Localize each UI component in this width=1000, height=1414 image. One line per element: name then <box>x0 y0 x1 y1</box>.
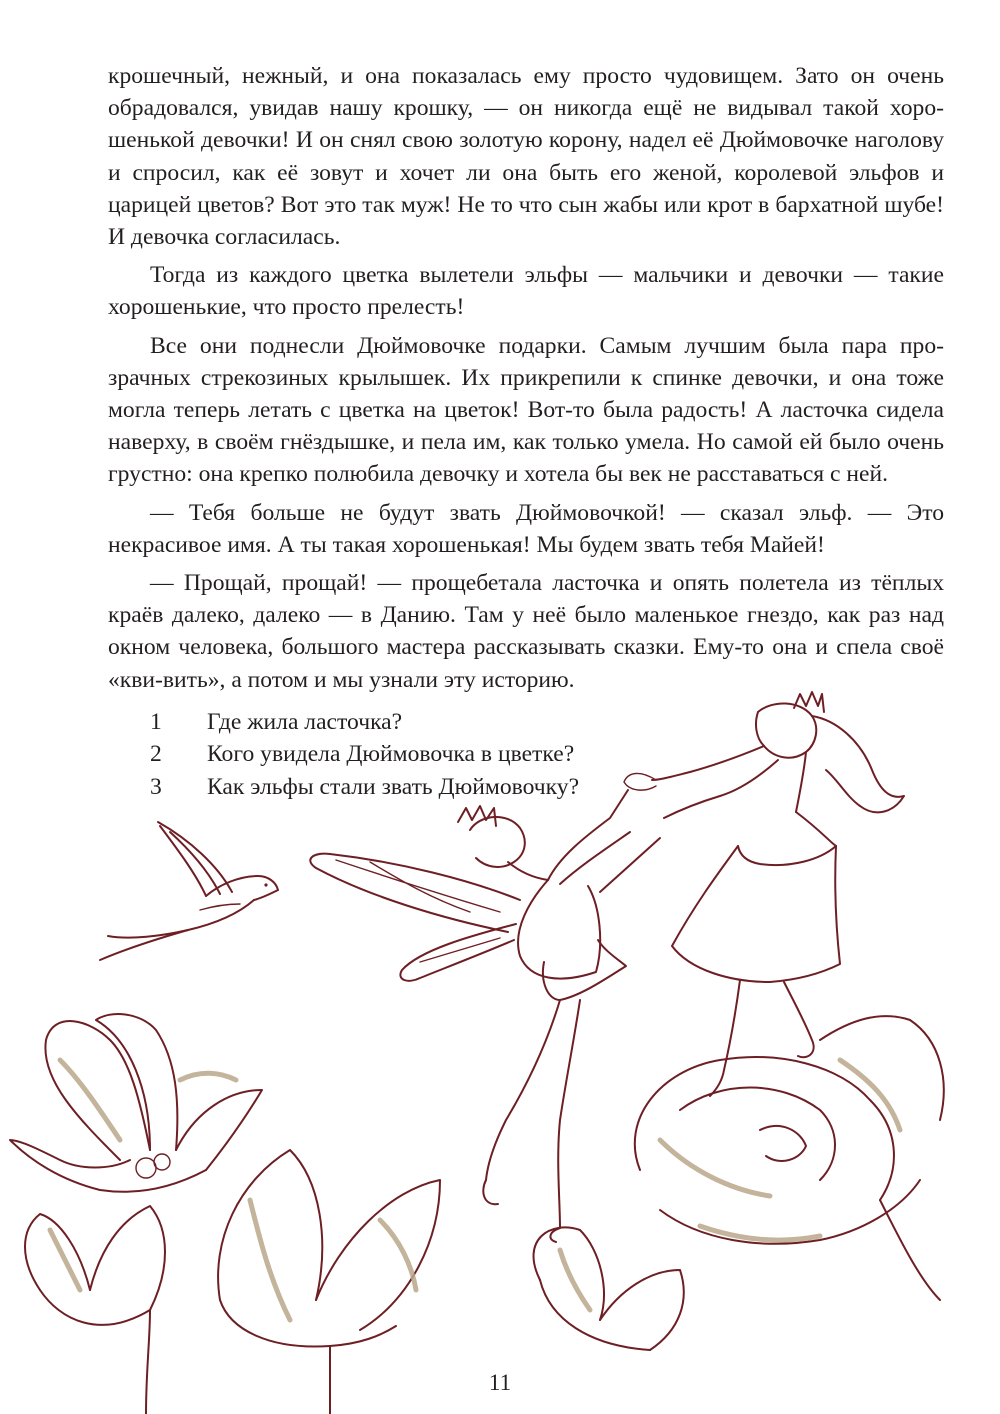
question-number: 1 <box>150 709 162 735</box>
question-number: 3 <box>150 773 162 800</box>
paragraph-4: — Тебя больше не будут звать Дюймовочкой! — сказал эльф. — Это некрасивое имя. А ты такая хорошенькая! Мы будем звать тебя Майей! <box>108 499 944 558</box>
question-item <box>150 771 670 803</box>
swallow-illustration <box>100 822 278 960</box>
magnolia-left-illustration <box>10 1014 440 1414</box>
question-text: Где жила ласточка? <box>207 709 403 735</box>
question-item <box>150 706 670 738</box>
paragraph-3: Все они поднесли Дюймовочке подарки. Самым лучшим была пара прозрачных стрекозиных крылышек. Их прикрепили к спинке девочки, и она тоже могла теперь летать с цветка на цветок! Вот-то была радость! А ласточка сидела наверху, в своём гнёздышке, и пела им, как только умела. Но самой ей было очень грустно: она крепко полюбила девочку и хотела бы век не расставаться с ней. <box>108 332 944 488</box>
peony-right-illustration <box>534 1016 944 1350</box>
paragraph-1: крошечный, нежный, и она показалась ему просто чудовищем. Зато он очень обрадовался, увидав нашу крошку, — он никогда ещё не видывал такой хорошенькой девочки! И он снял свою золотую корону, надел её Дюймовочке наголову и спросил, как её зовут и хочет ли она быть его женой, королевой эльфов и царицей цветов? Вот это так муж! Не то что сын жабы или крот в бархатной шубе! И девочка согласилась. <box>108 63 944 251</box>
paragraph-2: Тогда из каждого цветка вылетели эльфы — мальчики и девочки — такие хорошенькие, что просто прелесть! <box>108 262 944 321</box>
elf-prince-illustration <box>310 790 660 1242</box>
paragraph-5: — Прощай, прощай! — прощебетала ласточка и опять полетела из тёплых краёв далеко, далеко — в Данию. Там у неё было маленькое гнездо, как раз над окном человека, большого мастера рассказывать сказки. Ему-то она и спела своё «кви-вить», а потом и мы узнали эту историю. <box>108 570 944 693</box>
question-text: Кого увидела Дюймовочка в цветке? <box>207 741 575 768</box>
page-number: 11 <box>488 1370 512 1395</box>
question-item <box>150 738 670 770</box>
question-number: 2 <box>150 741 162 768</box>
questions-list <box>150 706 670 803</box>
question-text: Как эльфы стали звать Дюймовочку? <box>207 773 580 800</box>
